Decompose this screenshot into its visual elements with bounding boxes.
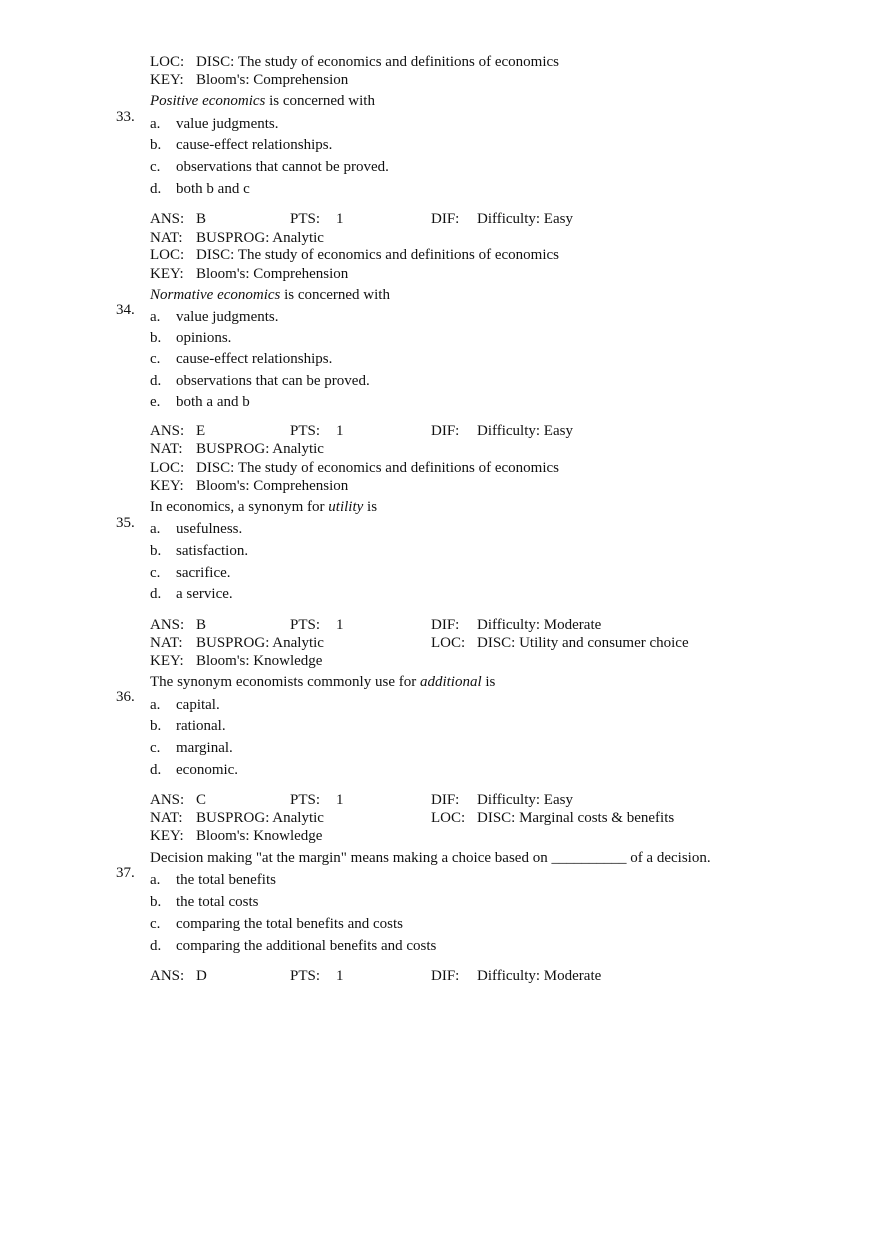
key-line: KEY: Bloom's: Knowledge [150,653,323,669]
option-text: capital. [176,697,220,713]
option-letter: c. [150,159,161,175]
difficulty: DIF: Difficulty: Easy [431,423,573,439]
option-text: the total benefits [176,872,276,888]
key-line: KEY: Bloom's: Knowledge [150,828,323,844]
option-text: rational. [176,718,226,734]
top-key-line: KEY: Bloom's: Comprehension [150,72,349,88]
points: PTS: 1 [290,423,344,439]
option-letter: c. [150,740,161,756]
nat-line: NAT: BUSPROG: Analytic [150,230,324,246]
question-stem: Normative economics is concerned with [150,287,390,303]
answer-label: ANS: E [150,423,206,439]
answer-label: ANS: B [150,617,207,633]
option-text: a service. [176,586,233,602]
difficulty: DIF: Difficulty: Easy [431,792,573,808]
top-loc-line: LOC: DISC: The study of economics and definitions of economics [150,54,559,70]
option-letter: a. [150,116,161,132]
nat-line: NAT: BUSPROG: Analytic [150,810,324,826]
key-line: KEY: Bloom's: Comprehension [150,266,349,282]
option-text: comparing the additional benefits and costs [176,938,437,954]
option-letter: a. [150,521,161,537]
option-letter: d. [150,586,162,602]
question-stem: Positive economics is concerned with [150,93,375,109]
question-stem: The synonym economists commonly use for additional is [150,674,496,690]
option-letter: d. [150,762,162,778]
question-number: 35. [116,515,135,531]
nat-line: NAT: BUSPROG: Analytic [150,635,324,651]
option-letter: a. [150,697,161,713]
option-text: both a and b [176,394,250,410]
option-letter: d. [150,373,162,389]
option-text: cause-effect relationships. [176,351,333,367]
points: PTS: 1 [290,617,344,633]
option-letter: c. [150,565,161,581]
option-letter: a. [150,309,161,325]
points: PTS: 1 [290,211,344,227]
option-letter: b. [150,137,162,153]
question-number: 37. [116,865,135,881]
option-letter: a. [150,872,161,888]
option-text: marginal. [176,740,233,756]
option-letter: c. [150,351,161,367]
difficulty: DIF: Difficulty: Easy [431,211,573,227]
option-text: both b and c [176,181,250,197]
loc-line: LOC: DISC: The study of economics and definitions of economics [150,460,559,476]
option-letter: b. [150,894,162,910]
loc-line: LOC: DISC: The study of economics and definitions of economics [150,247,559,263]
option-text: observations that can be proved. [176,373,370,389]
option-letter: b. [150,718,162,734]
option-letter: e. [150,394,161,410]
option-letter: d. [150,181,162,197]
loc-line: LOC: DISC: Marginal costs & benefits [431,810,675,826]
option-letter: b. [150,330,162,346]
nat-line: NAT: BUSPROG: Analytic [150,441,324,457]
option-text: value judgments. [176,309,279,325]
answer-label: ANS: D [150,968,207,984]
question-number: 36. [116,689,135,705]
option-text: usefulness. [176,521,243,537]
key-line: KEY: Bloom's: Comprehension [150,478,349,494]
option-letter: c. [150,916,161,932]
answer-label: ANS: C [150,792,207,808]
option-text: value judgments. [176,116,279,132]
option-text: economic. [176,762,239,778]
option-letter: b. [150,543,162,559]
option-letter: d. [150,938,162,954]
points: PTS: 1 [290,968,344,984]
question-stem: In economics, a synonym for utility is [150,499,378,515]
question-number: 33. [116,109,135,125]
difficulty: DIF: Difficulty: Moderate [431,968,602,984]
option-text: opinions. [176,330,232,346]
points: PTS: 1 [290,792,344,808]
answer-label: ANS: B [150,211,207,227]
option-text: sacrifice. [176,565,231,581]
question-number: 34. [116,302,135,318]
question-stem: Decision making "at the margin" means making a choice based on __________ of a decision. [150,850,711,866]
loc-line: LOC: DISC: Utility and consumer choice [431,635,689,651]
option-text: comparing the total benefits and costs [176,916,404,932]
option-text: the total costs [176,894,259,910]
option-text: satisfaction. [176,543,249,559]
option-text: cause-effect relationships. [176,137,333,153]
option-text: observations that cannot be proved. [176,159,389,175]
difficulty: DIF: Difficulty: Moderate [431,617,602,633]
